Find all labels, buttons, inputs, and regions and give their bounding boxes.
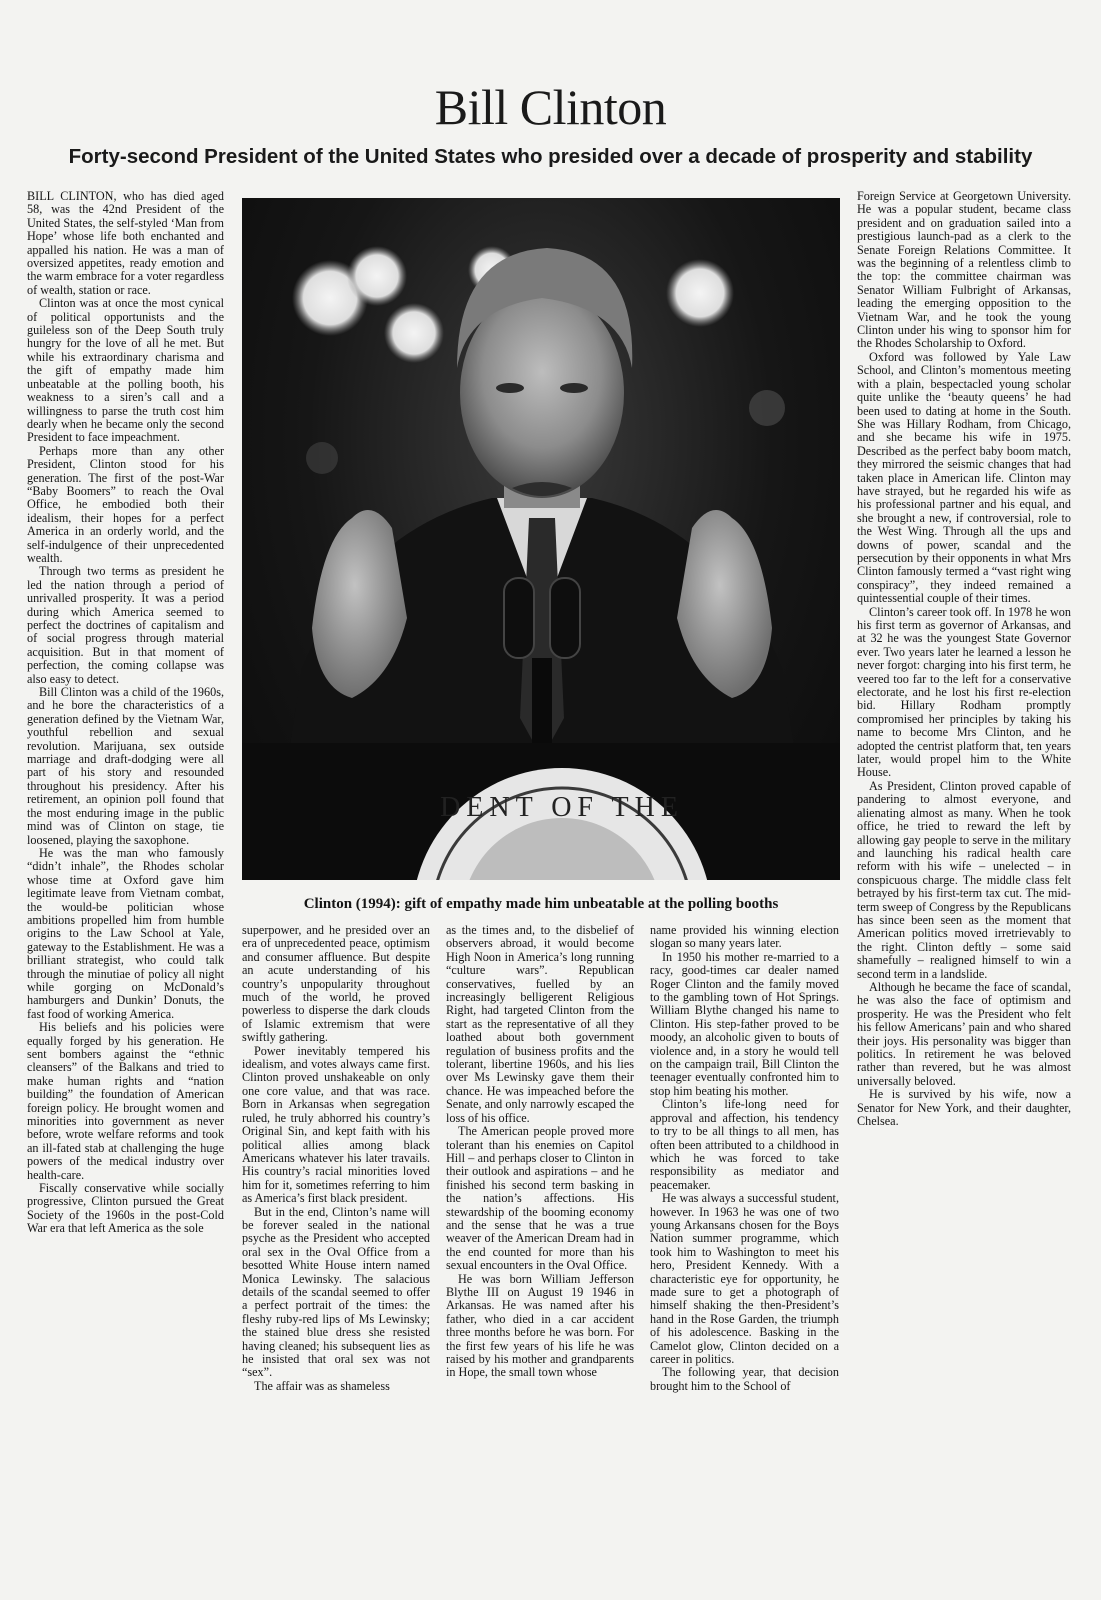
article-column-3 xyxy=(446,924,634,1504)
paragraph: Foreign Service at Georgetown University. He was a popular student, became class president and on graduation sailed into a prestigious launch-pad as a clerk to the Senate Foreign Relations Committee. It was the beginning of a relentless climb to the top: the committee chairman was Senator William Fulbright of Arkansas, leading the emerging opposition to the Vietnam War, and he took the young Clinton under his wing to sponsor him for the Rhodes Scholarship to Oxford. xyxy=(857,190,1071,351)
article-column-4 xyxy=(650,924,839,1504)
paragraph: as the times and, to the disbelief of observers abroad, it would become High Noon in America’s long running “culture wars”. Republican conservatives, fuelled by an increasingly belligerent Religious Right, had targeted Clinton from the start as the representative of all they loathed about both government regulation of business profits and the tolerant, libertine 1960s, and his lies over Ms Lewinsky gave them their chance. He was impeached before the Senate, and only narrowly escaped the loss of his office. xyxy=(446,924,634,1125)
paragraph: BILL CLINTON, who has died aged 58, was the 42nd President of the United States, the self-styled ‘Man from Hope’ whose life both enchanted and appalled his nation. He was a man of oversized appetites, ready emotion and the warm embrace for a voter regardless of wealth, station or race. xyxy=(27,190,224,297)
paragraph: In 1950 his mother re-married to a racy, good-times car dealer named Roger Clinton and the family moved to the gambling town of Hot Springs. William Blythe changed his name to Clinton. His step-father proved to be moody, an alcoholic given to bouts of violence and, in a story he would tell on the campaign trail, Bill Clinton the teenager eventually confronted him to stop him beating his mother. xyxy=(650,949,839,1098)
paragraph: The following year, that decision brought him to the School of xyxy=(650,1365,839,1393)
paragraph: As President, Clinton proved capable of pandering to almost everyone, and alienating almost as many. When he took office, he tried to reward the left by allowing gay people to serve in the military and launching his radical health care reform with his wife – unelected – in conspicuous charge. The middle class felt betrayed by his first-term tax cut. The mid-term sweep of Congress by the Republicans has since been seen as the moment that American politics moved irretrievably to the right. Clinton deftly – some said shamefully – realigned himself to win a second term in a landslide. xyxy=(857,778,1071,981)
paragraph: The American people proved more tolerant than his enemies on Capitol Hill – and perhaps closer to Clinton in their outlook and aspirations – and he finished his second term basking in the nation’s affections. His stewardship of the booming economy and the sense that he was a true weaver of the American Dream had in the end counted for more than his sexual encounters in the Oval Office. xyxy=(446,1124,634,1273)
photo-illustration xyxy=(242,198,840,880)
portrait-photo xyxy=(242,198,840,880)
seal-text: DENT OF THE xyxy=(440,792,684,823)
article-column-5 xyxy=(857,190,1071,1504)
paragraph: Perhaps more than any other President, Clinton stood for his generation. The first of the post-War “Baby Boomers” to reach the Oval Office, he embodied both their idealism, their hopes for a perfect America in an orderly world, and the self-indulgence of their unprecedented wealth. xyxy=(27,443,224,565)
paragraph: But in the end, Clinton’s name will be forever sealed in the national psyche as the President who accepted oral sex in the Oval Office from a besotted White House intern named Monica Lewinsky. The salacious details of the scandal seemed to offer a perfect portrait of the times: the fleshy ruby-red lips of Ms Lewinsky; the stained blue dress she resisted having cleaned; his subsequent lies as he insisted that oral sex was not “sex”. xyxy=(242,1204,430,1380)
paragraph: He was always a successful student, however. In 1963 he was one of two young Arkansans chosen for the Boys Nation summer programme, which took him to Washington to meet his hero, President Kennedy. With a characteristic eye for opportunity, he made sure to get a photograph of himself shaking the then-President’s hand in the Rose Garden, the triumph of his adolescence. Basking in the Camelot glow, Clinton decided on a career in politics. xyxy=(650,1191,839,1366)
paragraph: Clinton’s life-long need for approval and affection, his tendency to try to be all things to all men, has often been attributed to a childhood in which he was forced to take responsibility as mediator and peacemaker. xyxy=(650,1097,839,1192)
photo-caption: Clinton (1994): gift of empathy made him unbeatable at the polling booths xyxy=(303,896,779,912)
article-column-2 xyxy=(242,924,430,1504)
article-column-1 xyxy=(27,190,224,1504)
paragraph: The affair was as shameless xyxy=(254,1378,390,1393)
paragraph: Oxford was followed by Yale Law School, and Clinton’s momentous meeting with a plain, bespectacled young scholar quite unlike the ‘beauty queens’ he had been used to dating at home in the South. She was Hillary Rodham, from Chicago, and she became his wife in 1975. Described as the perfect baby boom match, they mirrored the seismic changes that had taken place in American life. Clinton may have strayed, but he regarded his wife as his professional partner and his equal, and she brought a new, if controversial, role to the West Wing. Through all the ups and downs of power, scandal and the persecution by their opponents in what Mrs Clinton famously termed a “vast right wing conspiracy”, they indeed remained a quintessential couple of their times. xyxy=(857,349,1071,606)
paragraph: Although he became the face of scandal, he was also the face of optimism and prosperity. He was the President who felt his fellow Americans’ pain and who shared their joys. His personality was bigger than politics. In retirement he was beloved rather than revered, but he was almost universally beloved. xyxy=(857,979,1071,1088)
paragraph: Power inevitably tempered his idealism, and votes always came first. Clinton proved unshakeable on only one core value, and that was race. Born in Arkansas when segregation ruled, he truly abhorred his country’s Original Sin, and kept faith with his political allies among black Americans whatever his later travails. His country’s racial minorities loved him for it, sometimes referring to him as America’s first black president. xyxy=(242,1043,430,1206)
face xyxy=(460,288,624,498)
paragraph: name provided his winning election slogan so many years later. xyxy=(650,924,839,951)
paragraph: He was the man who famously “didn’t inhale”, the Rhodes scholar whose time at Oxford gave him legitimate leave from Vietnam combat, the would-be politician whose ambitions propelled him from humble origins to the Law School at Yale, gateway to the Establishment. He was a brilliant strategist, who could talk through the minutiae of policy all night while gorging on McDonald’s hamburgers and Dunkin’ Donuts, the fast food of working America. xyxy=(27,845,224,1021)
paragraph: Bill Clinton was a child of the 1960s, and he bore the characteristics of a generation defined by the Vietnam War, youthful rebellion and sexual revolution. Marijuana, sex outside marriage and draft-dodging were all part of his story and resounded throughout his presidency. After his retirement, an opinion poll found that the most enduring image in the public mind was of Clinton on stage, tie loosened, playing the saxophone. xyxy=(27,685,224,847)
paragraph: He was born William Jefferson Blythe III on August 19 1946 in Arkansas. He was named after his father, who died in a car accident three months before he was born. For the first few years of his life he was raised by his mother and grandparents in Hope, the small town whose xyxy=(446,1271,634,1380)
paragraph: superpower, and he presided over an era of unprecedented peace, optimism and consumer affluence. But despite an acute understanding of his country’s unpopularity throughout much of the world, he proved powerless to disperse the dark clouds of Islamic extremism that were swiftly gathering. xyxy=(242,924,430,1045)
paragraph: His beliefs and his policies were equally forged by his generation. He sent bombers against the “ethnic cleansers” of the Balkans and tried to make human rights and “nation building” the foundation of American foreign policy. He brought women and minorities into government as never before, wrote welfare reforms and took an ill-fated stab at challenging the huge powers of the medical industry over health-care. xyxy=(27,1020,224,1182)
paragraph: Clinton was at once the most cynical of political opportunists and the guileless son of the Deep South truly hungry for the love of all he met. But while his extraordinary charisma and the gift of empathy made him unbeatable at the polling booth, his weakness to a siren’s call and a willingness to parse the truth cost him dearly when he became only the second President to face impeachment. xyxy=(27,296,224,445)
article-headline: Bill Clinton xyxy=(434,79,667,135)
article-subheadline: Forty-second President of the United States who presided over a decade of prosperity and stability xyxy=(68,145,1033,168)
paragraph: Fiscally conservative while socially progressive, Clinton pursued the Great Society of the 1960s in the post-Cold War era that left America as the sole xyxy=(27,1181,224,1236)
paragraph: Through two terms as president he led the nation through a period of unrivalled prosperity. It was a period during which America seemed to perfect the doctrines of capitalism and of social progress through material acquisition. But in that moment of perfection, the coming collapse was also easy to detect. xyxy=(27,564,224,686)
paragraph: Clinton’s career took off. In 1978 he won his first term as governor of Arkansas, and at 32 he was the youngest State Governor ever. Two years later he learned a lesson he never forgot: charging into his first term, he veered too far to the left for a conservative electorate, and he lost his first re-election bid. Hillary Rodham promptly compromised her principles by taking his name to become Mrs Clinton, and he adopted the centrist platform that, ten years later, would propel him to the White House. xyxy=(857,604,1071,780)
paragraph: He is survived by his wife, now a Senator for New York, and their daughter, Chelsea. xyxy=(857,1087,1071,1129)
